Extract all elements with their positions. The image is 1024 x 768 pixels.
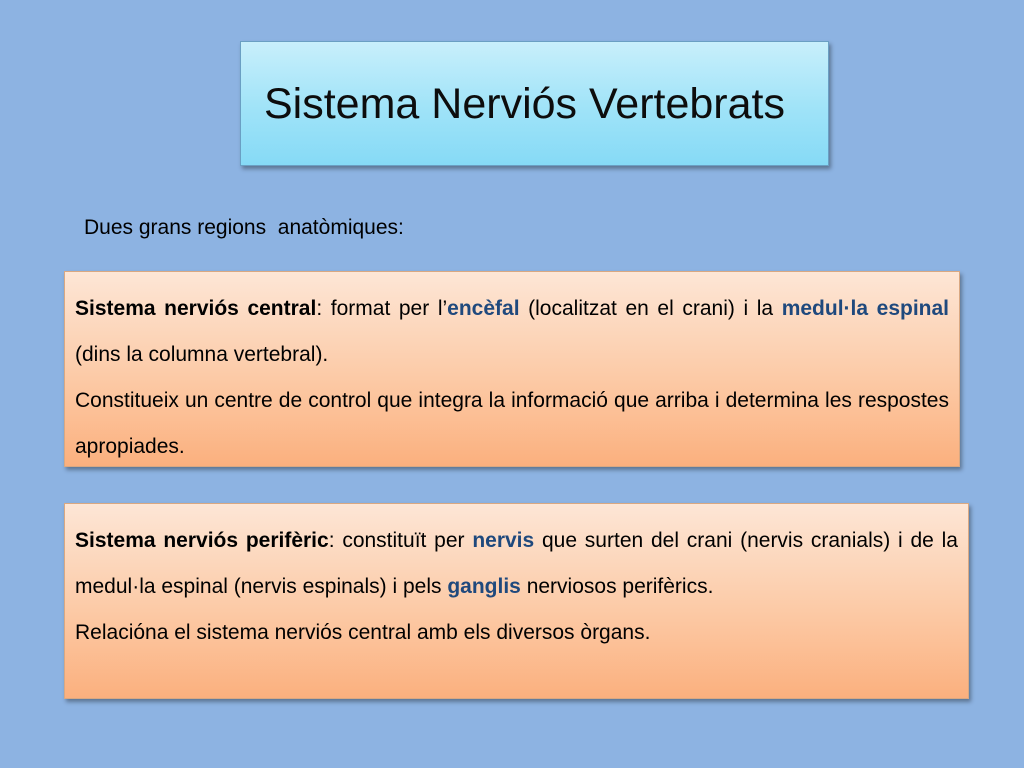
central-text-3: (dins la columna vertebral). <box>75 343 329 366</box>
keyword-encefal: encèfal <box>447 297 520 320</box>
title-box <box>240 41 829 166</box>
keyword-ganglis: ganglis <box>447 575 521 598</box>
peripheral-text-3: nerviosos perifèrics. <box>520 575 714 598</box>
peripheral-definition <box>75 518 958 610</box>
slide-title: Sistema Nerviós Vertebrats <box>264 80 785 128</box>
peripheral-term: Sistema nerviós perifèric <box>75 529 329 552</box>
keyword-nervis: nervis <box>472 529 535 552</box>
peripheral-text-1: : constituït per <box>328 529 473 552</box>
central-text-2: (localitzat en el crani) i la <box>519 297 782 320</box>
central-function: Constitueix un centre de control que integra la informació que arriba i determina les respostes apropiades. <box>75 389 949 458</box>
central-definition <box>75 286 949 378</box>
peripheral-text-2: que surten del crani (nervis cranials) i de la medul·la espinal (nervis espinals) i pels <box>75 529 958 598</box>
central-text-1: : format per l’ <box>316 297 448 320</box>
central-term: Sistema nerviós central <box>75 297 317 320</box>
intro-text: Dues grans regions anatòmiques: <box>84 216 404 239</box>
keyword-medulla-espinal: medul·la espinal <box>781 297 950 320</box>
peripheral-function: Relacióna el sistema nerviós central amb els diversos òrgans. <box>75 621 651 644</box>
peripheral-nervous-system-panel <box>64 503 969 699</box>
central-nervous-system-panel <box>64 271 960 467</box>
